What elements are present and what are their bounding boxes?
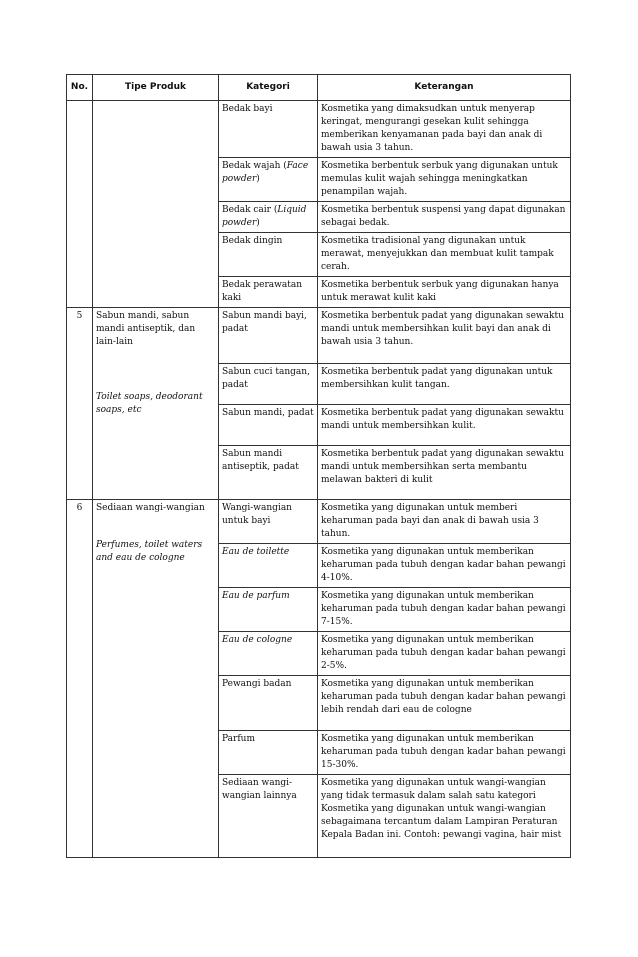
table-row xyxy=(67,308,571,364)
kategori-cell: Bedak bayi xyxy=(219,101,318,158)
keterangan-cell: Kosmetika berbentuk padat yang digunakan sewaktu mandi untuk membersihkan kulit bayi dan anak di bawah usia 3 tahun. xyxy=(318,308,571,364)
keterangan-cell: Kosmetika tradisional yang digunakan untuk merawat, menyejukkan dan membuat kulit tampak cerah. xyxy=(318,233,571,277)
header-no: No. xyxy=(67,75,93,101)
kategori-cell: Bedak perawatan kaki xyxy=(219,277,318,308)
header-kategori: Kategori xyxy=(219,75,318,101)
keterangan-cell: Kosmetika yang digunakan untuk memberikan keharuman pada tubuh dengan kadar bahan pewangi 15-30%. xyxy=(318,731,571,775)
tipe-produk-id: Sediaan wangi-wangian xyxy=(96,503,205,513)
product-category-table xyxy=(66,74,571,858)
kategori-cell: Sabun mandi, padat xyxy=(219,405,318,446)
keterangan-cell: Kosmetika yang digunakan untuk memberikan keharuman pada tubuh dengan kadar bahan pewangi 2-5%. xyxy=(318,632,571,676)
keterangan-cell: Kosmetika berbentuk serbuk yang digunakan hanya untuk merawat kulit kaki xyxy=(318,277,571,308)
tipe-cell xyxy=(93,101,219,308)
kategori-cell: Bedak cair (Liquid powder) xyxy=(219,202,318,233)
kategori-cell: Parfum xyxy=(219,731,318,775)
keterangan-cell: Kosmetika yang digunakan untuk memberi keharuman pada bayi dan anak di bawah usia 3 tahun. xyxy=(318,500,571,544)
keterangan-cell: Kosmetika berbentuk suspensi yang dapat digunakan sebagai bedak. xyxy=(318,202,571,233)
kategori-cell: Eau de parfum xyxy=(219,588,318,632)
kategori-cell: Sabun mandi antiseptik, padat xyxy=(219,446,318,500)
no-cell: 5 xyxy=(67,308,93,500)
tipe-produk-en: Perfumes, toilet waters and eau de cologne xyxy=(96,540,203,563)
keterangan-cell: Kosmetika yang digunakan untuk memberikan keharuman pada tubuh dengan kadar bahan pewangi 4-10%. xyxy=(318,544,571,588)
kategori-cell: Pewangi badan xyxy=(219,676,318,731)
table-header-row xyxy=(67,75,571,101)
kategori-cell: Bedak wajah (Face powder) xyxy=(219,158,318,202)
tipe-cell xyxy=(93,500,219,858)
header-tipe-produk: Tipe Produk xyxy=(93,75,219,101)
keterangan-cell: Kosmetika berbentuk serbuk yang digunakan untuk memulas kulit wajah sehingga meningkatkan penampilan wajah. xyxy=(318,158,571,202)
keterangan-cell: Kosmetika yang digunakan untuk memberikan keharuman pada tubuh dengan kadar bahan pewangi 7-15%. xyxy=(318,588,571,632)
no-cell: 6 xyxy=(67,500,93,858)
header-keterangan: Keterangan xyxy=(318,75,571,101)
kategori-cell: Sabun cuci tangan, padat xyxy=(219,364,318,405)
no-cell xyxy=(67,101,93,308)
table-row xyxy=(67,101,571,158)
table-row xyxy=(67,500,571,544)
keterangan-cell: Kosmetika yang digunakan untuk wangi-wangian yang tidak termasuk dalam salah satu kategori Kosmetika yang digunakan untuk wangi-wangian sebagaimana tercantum dalam Lampiran Peraturan Kepala Badan ini. Contoh: pewangi vagina, hair mist xyxy=(318,775,571,858)
tipe-cell xyxy=(93,308,219,500)
keterangan-cell: Kosmetika berbentuk padat yang digunakan untuk membersihkan kulit tangan. xyxy=(318,364,571,405)
kategori-cell: Sediaan wangi-wangian lainnya xyxy=(219,775,318,858)
tipe-produk-en: Toilet soaps, deodorant soaps, etc xyxy=(96,392,203,415)
tipe-produk-id: Sabun mandi, sabun mandi antiseptik, dan lain-lain xyxy=(96,311,196,347)
keterangan-cell: Kosmetika yang dimaksudkan untuk menyerap keringat, mengurangi gesekan kulit sehingga memberikan kenyamanan pada bayi dan anak di bawah usia 3 tahun. xyxy=(318,101,571,158)
kategori-cell: Sabun mandi bayi, padat xyxy=(219,308,318,364)
kategori-cell: Wangi-wangian untuk bayi xyxy=(219,500,318,544)
keterangan-cell: Kosmetika berbentuk padat yang digunakan sewaktu mandi untuk membersihkan kulit. xyxy=(318,405,571,446)
kategori-cell: Bedak dingin xyxy=(219,233,318,277)
kategori-cell: Eau de toilette xyxy=(219,544,318,588)
kategori-cell: Eau de cologne xyxy=(219,632,318,676)
keterangan-cell: Kosmetika berbentuk padat yang digunakan sewaktu mandi untuk membersihkan serta membantu melawan bakteri di kulit xyxy=(318,446,571,500)
keterangan-cell: Kosmetika yang digunakan untuk memberikan keharuman pada tubuh dengan kadar bahan pewangi lebih rendah dari eau de cologne xyxy=(318,676,571,731)
